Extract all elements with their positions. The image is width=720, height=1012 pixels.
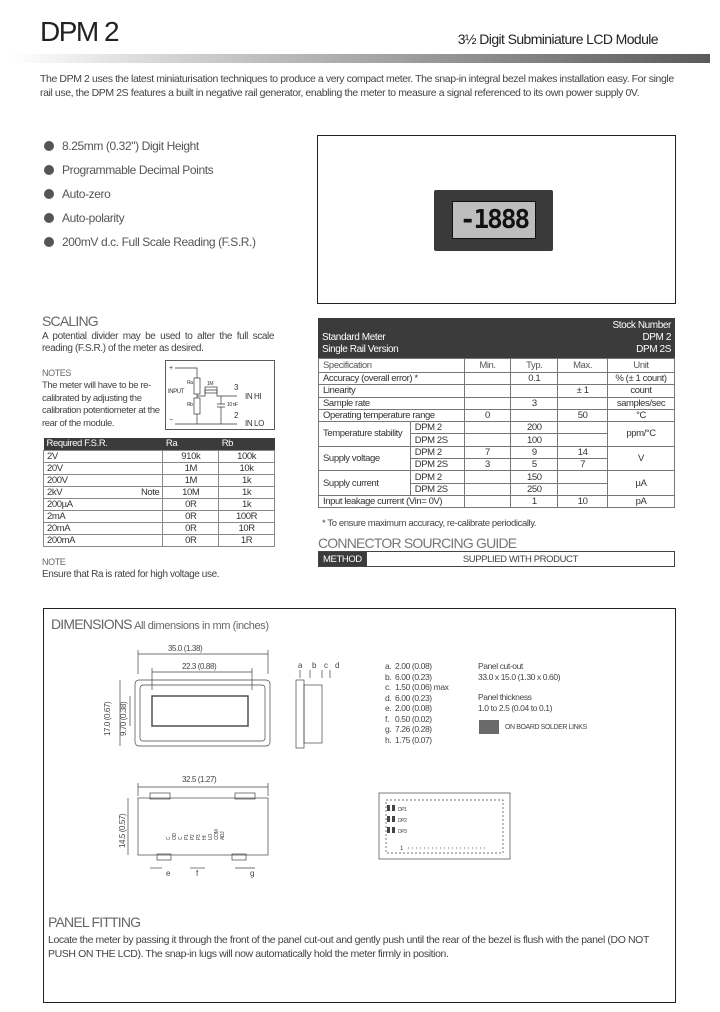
scaling-row: 200mA 0R 1R [44, 534, 275, 546]
svg-text:LO: LO [208, 834, 214, 840]
feature-item: Auto-zero [44, 182, 256, 206]
panel-cutout-value: 33.0 x 15.0 (1.30 x 0.60) [478, 671, 561, 682]
feature-item: Auto-polarity [44, 206, 256, 230]
panel-thickness-label: Panel thickness [478, 692, 532, 702]
spec-row: Supply current DPM 2 150 µA [319, 471, 675, 483]
bullet-icon [44, 165, 54, 175]
pcb-label-dp2: DP2 [398, 818, 407, 824]
bullet-icon [44, 189, 54, 199]
panel-info [478, 661, 560, 713]
svg-text:COM: COM [214, 829, 220, 840]
rear-label-e: e [166, 869, 171, 878]
svg-text:HI: HI [202, 835, 208, 840]
rear-label-f: f [196, 869, 198, 878]
side-label-c: c [324, 661, 328, 670]
dimension-item: b. 6.00 (0.23) [385, 671, 432, 682]
svg-text:P3: P3 [196, 834, 202, 840]
feature-item: 200mV d.c. Full Scale Reading (F.S.R.) [44, 230, 256, 254]
spec-header-min: Min. [464, 359, 511, 373]
rear-label-g: g [250, 869, 255, 878]
spec-row: DPM 2S 100 [319, 434, 675, 446]
bullet-icon [44, 141, 54, 151]
variant-name: Single Rail Version [322, 344, 399, 355]
note-label: NOTE [42, 557, 66, 567]
variant-stock: DPM 2 [642, 332, 671, 343]
svg-text:P2: P2 [190, 834, 196, 840]
page-title: DPM 2 [40, 16, 119, 47]
scaling-header-fsr: Required F.S.R. [44, 438, 163, 450]
spec-table [318, 358, 675, 508]
stock-number-label: Stock Number [612, 320, 671, 331]
spec-row: Accuracy (overall error) * 0.1 % (± 1 count) [319, 373, 675, 385]
panel-fitting-text: Locate the meter by passing it through the front of the panel cut-out and gently push until the rear of the bezel is flush with the panel (DO NOT PUSH ON THE LCD). The snap-in lugs will now automatically hold the meter firmly in position. [48, 934, 649, 960]
circuit-rb-label: Rb [187, 402, 193, 408]
circuit-minus-label: − [169, 417, 173, 424]
spec-row: Input leakage current (Vin= 0V) 1 10 pA [319, 495, 675, 507]
dimension-item: h. 1.75 (0.07) [385, 734, 432, 745]
circuit-input-label: INPUT [168, 389, 185, 395]
variant-stock: DPM 2S [636, 344, 671, 355]
scaling-description: A potential divider may be used to alter the full scale reading (F.S.R.) of the meter as desired. [42, 331, 274, 354]
page-subtitle: 3½ Digit Subminiature LCD Module [457, 31, 658, 47]
circuit-inhi-label: IN HI [245, 392, 262, 401]
circuit-ra-label: Ra [187, 380, 193, 386]
front-height-inner: 9.70 (0.38) [119, 701, 128, 736]
solder-links-legend: ON BOARD SOLDER LINKS [479, 720, 587, 734]
side-label-a: a [298, 661, 303, 670]
spec-row: DPM 2S 3 5 7 [319, 459, 675, 471]
scaling-row: 2kV Note 10M 1k [44, 486, 275, 498]
rear-pin-labels [166, 829, 226, 840]
dimension-item: g. 7.26 (0.28) [385, 724, 432, 734]
method-label: METHOD [319, 552, 367, 567]
dimension-list [385, 661, 449, 745]
scaling-row: 20mA 0R 10R [44, 522, 275, 534]
side-label-d: d [335, 661, 340, 670]
scaling-heading: SCALING [42, 313, 98, 329]
spec-row: Operating temperature range 0 50 °C [319, 409, 675, 421]
spec-row: Supply voltage DPM 2 7 9 14 V [319, 446, 675, 458]
feature-item: 8.25mm (0.32") Digit Height [44, 134, 256, 158]
spec-header: Specification [319, 359, 465, 373]
circuit-1m-label: 1M [207, 381, 214, 387]
notes-label: NOTES [42, 368, 72, 378]
pcb-view-drawing [379, 793, 510, 859]
front-width-outer: 35.0 (1.38) [168, 644, 203, 653]
dimension-item: c. 1.50 (0.06) max [385, 682, 449, 692]
scaling-row: 2mA 0R 100R [44, 510, 275, 522]
dimension-item: a. 2.00 (0.08) [385, 661, 432, 671]
variant-name: Standard Meter [322, 332, 386, 343]
note-text: Ensure that Ra is rated for high voltage use. [42, 569, 220, 580]
dimension-item: d. 6.00 (0.23) [385, 692, 432, 703]
scaling-row: 200V 1M 1k [44, 474, 275, 486]
pcb-label-pin1: 1 [400, 846, 403, 852]
solder-link-marks [387, 805, 395, 833]
spec-row: DPM 2S 250 [319, 483, 675, 495]
panel-thickness-value: 1.0 to 2.5 (0.04 to 0.1) [478, 702, 553, 713]
dimensions-title: DIMENSIONS [51, 616, 132, 632]
method-value: SUPPLIED WITH PRODUCT [366, 552, 674, 567]
rear-view-drawing [128, 783, 268, 868]
dimension-item: e. 2.00 (0.08) [385, 703, 432, 713]
svg-text:C: C [166, 836, 172, 840]
connector-table [318, 551, 675, 567]
panel-fitting-heading: PANEL FITTING [48, 914, 141, 930]
svg-text:P1: P1 [184, 834, 190, 840]
spec-row: Temperature stability DPM 2 200 ppm/°C [319, 422, 675, 434]
circuit-inlo-label: IN LO [245, 419, 264, 428]
panel-cutout-label: Panel cut-out [478, 661, 523, 671]
front-width-inner: 22.3 (0.88) [182, 662, 217, 671]
circuit-plus-label: + [169, 365, 173, 372]
dimensions-subtitle: All dimensions in mm (inches) [134, 620, 269, 632]
spec-row: Sample rate 3 samples/sec [319, 397, 675, 409]
spec-header-max: Max. [558, 359, 608, 373]
circuit-cap-label: 10 nF [227, 402, 238, 408]
circuit-pin3-label: 3 [234, 383, 239, 392]
bullet-icon [44, 237, 54, 247]
divider-circuit-diagram [165, 360, 275, 430]
spec-header-typ: Typ. [511, 359, 558, 373]
svg-text:ADJ: ADJ [220, 831, 226, 840]
feature-item: Programmable Decimal Points [44, 158, 256, 182]
header-rule [10, 54, 710, 63]
spec-row: Linearity ± 1 count [319, 385, 675, 397]
rear-width: 32.5 (1.27) [182, 775, 217, 784]
spec-header-unit: Unit [608, 359, 675, 373]
dimension-item: f. 0.50 (0.02) [385, 713, 432, 724]
legend-swatch [479, 720, 499, 734]
side-view-drawing [296, 670, 330, 748]
stock-number-bar [318, 318, 675, 358]
front-height-outer: 17.0 (0.67) [103, 701, 112, 736]
svg-text:C: C [178, 836, 184, 840]
pcb-label-dp3: DP3 [398, 829, 407, 835]
bullet-icon [44, 213, 54, 223]
spec-block [318, 318, 675, 508]
intro-paragraph: The DPM 2 uses the latest miniaturisation techniques to produce a very compact meter. The snap-in integral bezel makes installation easy. For single rail use, the DPM 2S features a built in negative rail generator, enabling the meter to measure a signal referenced to its own power supply 0V. [40, 73, 674, 99]
rear-height: 14.5 (0.57) [118, 813, 127, 848]
circuit-pin2-label: 2 [234, 411, 239, 420]
notes-text: The meter will have to be re-calibrated by adjusting the calibration potentiometer at the rear of the module. [42, 380, 160, 429]
spec-footnote: * To ensure maximum accuracy, re-calibrate periodically. [322, 518, 537, 529]
scaling-row: 200µA 0R 1k [44, 498, 275, 510]
scaling-row: 20V 1M 10k [44, 462, 275, 474]
svg-text:OD: OD [172, 833, 178, 840]
scaling-row: 2V 910k 100k [44, 450, 275, 462]
lcd-display-readout: -1888 [452, 201, 536, 239]
dimensions-heading [51, 616, 269, 632]
side-label-b: b [312, 661, 317, 670]
scaling-header-rb: Rb [219, 438, 275, 450]
connector-heading: CONNECTOR SOURCING GUIDE [318, 535, 517, 551]
scaling-table [43, 438, 275, 547]
pcb-label-dp1: DP1 [398, 807, 407, 813]
feature-list [44, 134, 256, 254]
scaling-header-ra: Ra [163, 438, 219, 450]
